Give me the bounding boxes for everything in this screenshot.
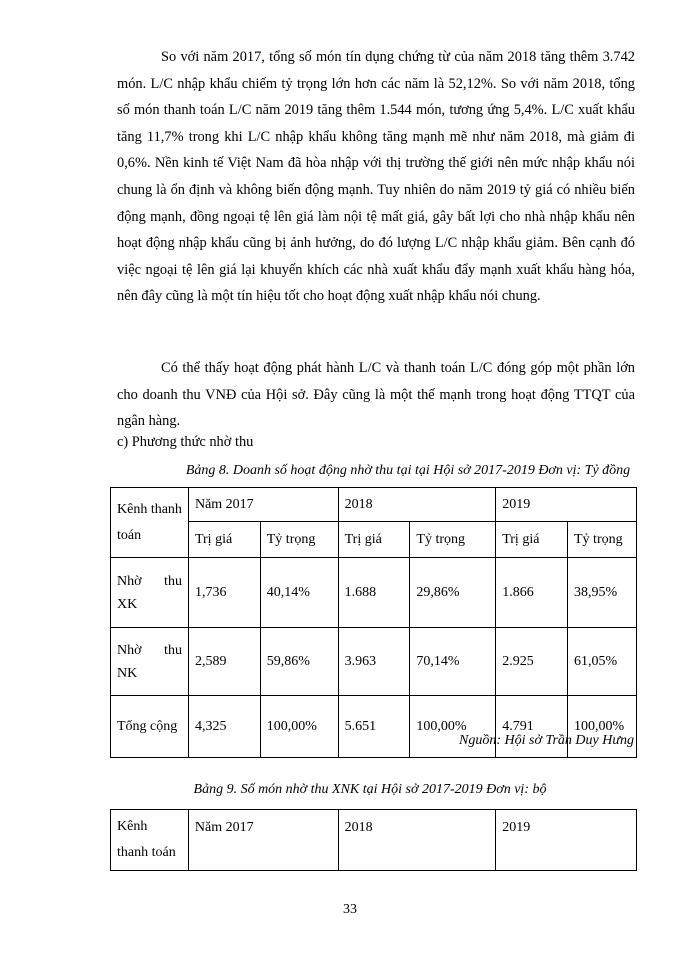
- table-cell: 2.925: [496, 628, 568, 696]
- table-cell: 4,325: [188, 696, 260, 758]
- table-cell: 5.651: [338, 696, 410, 758]
- table9-year-2017: Năm 2017: [188, 810, 338, 871]
- section-heading: c) Phương thức nhờ thu: [117, 434, 254, 450]
- table8-year-2017: Năm 2017: [188, 488, 338, 522]
- row-label: Tổng cộng: [111, 696, 189, 758]
- page-number: 33: [343, 902, 357, 917]
- table8-year-2019: 2019: [496, 488, 637, 522]
- table9-year-2018: 2018: [338, 810, 496, 871]
- table-cell: 29,86%: [410, 558, 496, 628]
- table-row: [111, 628, 637, 696]
- table-cell: 38,95%: [568, 558, 637, 628]
- table-cell: 2,589: [188, 628, 260, 696]
- table-cell: 100,00%: [568, 696, 637, 758]
- table9-caption: Bảng 9. Số món nhờ thu XNK tại Hội sở 2017-2019 Đơn vị: bộ: [193, 782, 547, 797]
- table8-value-label: Trị giá: [188, 522, 260, 558]
- table-cell: 100,00%: [410, 696, 496, 758]
- table8-channel-header: Kênh thanh toán: [111, 488, 189, 558]
- table-cell: 59,86%: [260, 628, 338, 696]
- table-cell: 40,14%: [260, 558, 338, 628]
- table9-channel-header: Kênh thanh toán: [111, 810, 189, 871]
- table-cell: 4.791: [496, 696, 568, 758]
- table8-value-label: Trị giá: [338, 522, 410, 558]
- paragraph-credit-summary: So với năm 2017, tổng số món tín dụng chứng từ của năm 2018 tăng thêm 3.742 món. L/C nhập khẩu chiếm tỷ trọng lớn hơn các năm là 52,12%. So với năm 2018, tổng số món thanh toán L/C năm 2019 tăng thêm 1.544 món, tương ứng 5,4%. L/C xuất khẩu tăng 11,7% trong khi L/C nhập khẩu không tăng mạnh mẽ như năm 2018, mà giảm đi 0,6%. Nền kinh tế Việt Nam đã hòa nhập với thị trường thế giới nên mức nhập khẩu nói chung là ổn định và không biến động mạnh. Tuy nhiên do năm 2019 tỷ giá có nhiều biến động mạnh, đồng ngoại tệ lên giá làm nội tệ mất giá, gây bất lợi cho nhà nhập khẩu nên hoạt động nhập khẩu cũng bị ảnh hưởng, do đó lượng L/C nhập khẩu giảm. Bên cạnh đó việc ngoại tệ lên giá lại khuyến khích các nhà xuất khẩu đẩy mạnh xuất khẩu hàng hóa, nên đây cũng là một tín hiệu tốt cho hoạt động xuất nhập khẩu nói chung.: [117, 49, 635, 305]
- table8-year-2018: 2018: [338, 488, 496, 522]
- table8-share-label: Tỷ trọng: [410, 522, 496, 558]
- table-cell: 1,736: [188, 558, 260, 628]
- table-cell: 1.866: [496, 558, 568, 628]
- row-label: Nhờ thu XK: [111, 558, 189, 628]
- table8-share-label: Tỷ trọng: [260, 522, 338, 558]
- table8-caption: Bảng 8. Doanh số hoạt động nhờ thu tại tại Hội sở 2017-2019 Đơn vị: Tỷ đồng: [185, 463, 631, 478]
- paragraph-lc-contribution: Có thể thấy hoạt động phát hành L/C và thanh toán L/C đóng góp một phần lớn cho doanh thu VNĐ của Hội sở. Đây cũng là một thế mạnh trong hoạt động TTQT của ngân hàng.: [117, 360, 635, 430]
- table-cell: 61,05%: [568, 628, 637, 696]
- table8-share-label: Tỷ trọng: [568, 522, 637, 558]
- row-label: Nhờ thu NK: [111, 628, 189, 696]
- table-cell: 70,14%: [410, 628, 496, 696]
- table-cell: 3.963: [338, 628, 410, 696]
- table8-collection-revenue: [110, 487, 637, 758]
- table-row: [111, 558, 637, 628]
- table9-collection-count: [110, 809, 637, 871]
- table-cell: 100,00%: [260, 696, 338, 758]
- table8-source: Nguồn: Hội sở Trần Duy Hưng: [459, 733, 634, 748]
- table9-year-2019: 2019: [496, 810, 637, 871]
- table8-value-label: Trị giá: [496, 522, 568, 558]
- table-cell: 1.688: [338, 558, 410, 628]
